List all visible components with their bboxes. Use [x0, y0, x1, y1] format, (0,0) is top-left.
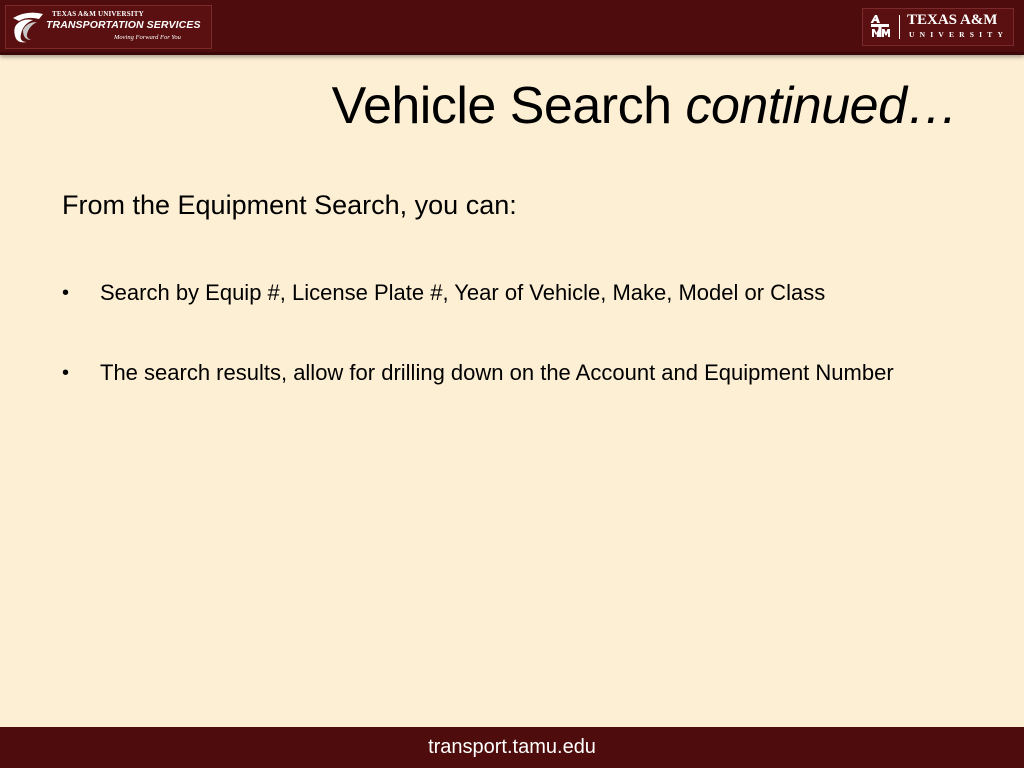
transportation-swoosh-icon: [9, 8, 47, 46]
logo-tagline-text: Moving Forward For You: [114, 34, 181, 41]
intro-text: From the Equipment Search, you can:: [62, 190, 517, 220]
bullet-text: Search by Equip #, License Plate #, Year of Vehicle, Make, Model or Class: [100, 280, 826, 305]
texas-am-university-logo: [862, 8, 1014, 46]
logo-department-text: TRANSPORTATION SERVICES: [46, 19, 201, 31]
footer-url: transport.tamu.edu: [428, 736, 596, 758]
footer-bar: [0, 727, 1024, 768]
bullet-item: [62, 356, 962, 390]
bullet-list: [62, 276, 962, 436]
bullet-text: The search results, allow for drilling down on the Account and Equipment Number: [100, 360, 894, 385]
header-bar: [0, 0, 1024, 55]
slide-title-main: Vehicle Search: [331, 77, 672, 135]
logo-university-subtitle: UNIVERSITY: [909, 30, 1009, 39]
slide-title-italic: continued…: [685, 77, 958, 135]
logo-divider: [899, 15, 900, 39]
bullet-item: [62, 276, 962, 310]
slide-title: [332, 76, 958, 136]
transportation-services-logo: [5, 5, 212, 49]
logo-university-text: TEXAS A&M UNIVERSITY: [52, 10, 144, 18]
atm-logo-icon: [867, 13, 893, 39]
bullet-marker: •: [62, 362, 70, 384]
bullet-marker: •: [62, 282, 70, 304]
logo-texas-am-text: TEXAS A&M: [907, 12, 998, 28]
